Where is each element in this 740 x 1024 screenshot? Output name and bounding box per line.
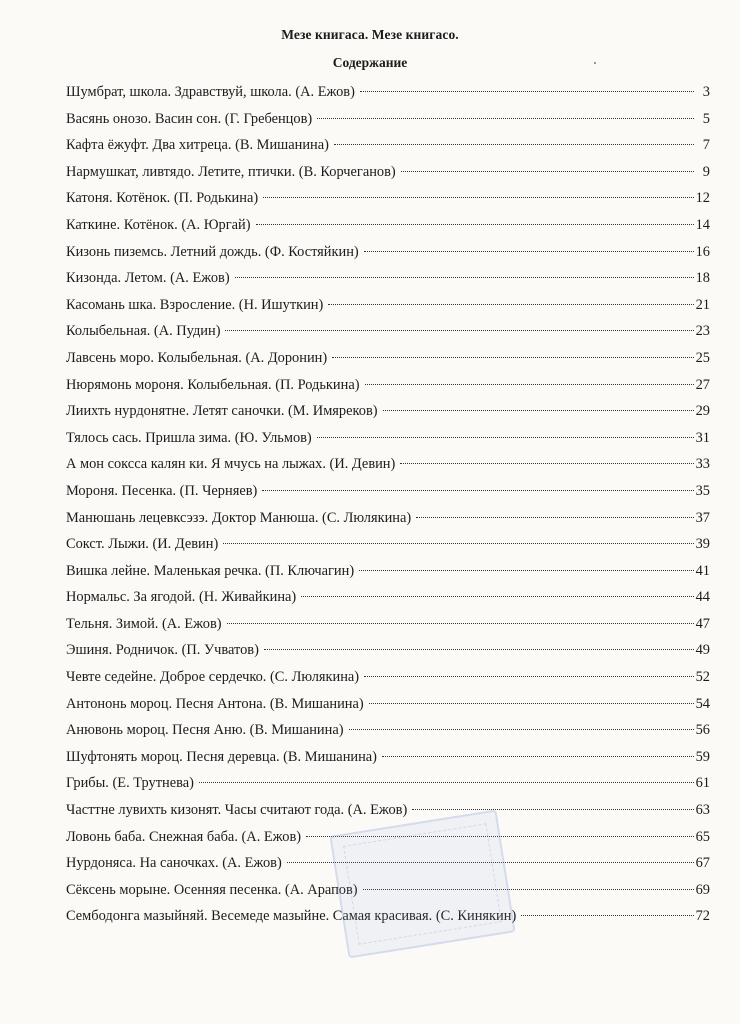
toc-entry-page-number: 61 [695,775,710,792]
toc-entry-page-number: 37 [695,509,710,526]
toc-entry-title: Каткине. Котёнок. (А. Юргай) [66,216,251,233]
toc-entry-page-number: 29 [695,403,710,420]
toc-entry-page-number: 9 [702,163,710,180]
toc-entry-page-number: 21 [695,296,710,313]
toc-entry [66,212,710,239]
toc-entry-page-number: 33 [695,456,710,473]
dot-leader [383,409,694,411]
toc-entry [66,425,710,452]
dot-leader [365,383,694,385]
toc-entry-page-number: 7 [702,137,710,154]
dot-leader [256,223,694,225]
toc-entry [66,345,710,372]
dot-leader [369,702,694,704]
toc-entry [66,797,710,824]
toc-entry-title: Нурдоняса. На саночках. (А. Ежов) [66,855,282,872]
toc-entry-title: Мороня. Песенка. (П. Черняев) [66,482,258,499]
toc-entry-title: Тялось сась. Пришла зима. (Ю. Ульмов) [66,429,312,446]
dot-leader [223,542,693,544]
toc-entry [66,292,710,319]
toc-entry-title: Шуфтонять мороц. Песня деревца. (В. Мишанина) [66,748,377,765]
toc-entry-title: А мон соксса калян ки. Я мчусь на лыжах. (И. Девин) [66,456,396,473]
toc-entry-title: Ловонь баба. Снежная баба. (А. Ежов) [66,828,302,845]
toc-entry-title: Нармушкат, ливтядо. Летите, птички. (В. Корчеганов) [66,163,396,180]
toc-entry [66,691,710,718]
dot-leader [412,808,693,810]
paper-speck [594,62,596,64]
toc-entry [66,372,710,399]
toc-entry-page-number: 72 [695,908,710,925]
toc-entry-title: Манюшань лецевксэзэ. Доктор Манюша. (С. Люлякина) [66,509,412,526]
toc-entry-page-number: 54 [695,695,710,712]
contents-heading: Содержание [332,55,408,70]
toc-entry-page-number: 67 [695,855,710,872]
dot-leader [382,755,694,757]
document-title: Мезе книгаса. Мезе книгасо. [281,27,459,42]
toc-entry [66,584,710,611]
dot-leader [262,489,693,491]
toc-entry-page-number: 12 [695,190,710,207]
toc-entry-title: Чевте седейне. Доброе сердечко. (С. Люлякина) [66,669,360,686]
toc-entry-page-number: 44 [695,589,710,606]
toc-entry-page-number: 69 [695,881,710,898]
dot-leader [364,250,694,252]
library-stamp [329,810,515,959]
toc-entry-title: Колыбельная. (А. Пудин) [66,323,221,340]
toc-entry-title: Вишка лейне. Маленькая речка. (П. Ключагин) [66,562,355,579]
dot-leader [401,170,694,172]
toc-entry [66,558,710,585]
toc-entry-page-number: 65 [695,828,710,845]
dot-leader [360,90,694,92]
toc-entry [66,478,710,505]
toc-entry-title: Касомань шка. Взросление. (Н. Ишуткин) [66,296,324,313]
toc-entry-title: Грибы. (Е. Трутнева) [66,775,194,792]
toc-entry-title: Васянь онозо. Васин сон. (Г. Гребенцов) [66,110,313,127]
toc-entry-page-number: 23 [695,323,710,340]
toc-entry [66,318,710,345]
dot-leader [364,675,694,677]
toc-entry [66,637,710,664]
toc-entry [66,239,710,266]
dot-leader [521,914,693,916]
toc-entry-title: Антононь мороц. Песня Антона. (В. Мишанина) [66,695,364,712]
dot-leader [359,569,693,571]
toc-entry-title: Сокст. Лыжи. (И. Девин) [66,536,219,553]
dot-leader [227,622,694,624]
toc-entry [66,531,710,558]
toc-entry-title: Эшиня. Родничок. (П. Учватов) [66,642,259,659]
toc-entry-page-number: 39 [695,536,710,553]
dot-leader [332,356,693,358]
toc-entry [66,265,710,292]
dot-leader [225,329,693,331]
toc-entry-page-number: 5 [702,110,710,127]
toc-entry-page-number: 3 [702,84,710,100]
toc-entry [66,132,710,159]
toc-entry [66,106,710,133]
toc-entry-page-number: 56 [695,722,710,739]
toc-entry-page-number: 31 [695,429,710,446]
toc-entry-page-number: 41 [695,562,710,579]
dot-leader [349,728,694,730]
toc-entry-page-number: 14 [695,216,710,233]
dot-leader [328,303,693,305]
toc-entry-page-number: 16 [695,243,710,260]
toc-entry [66,451,710,478]
dot-leader [317,436,694,438]
toc-entry-title: Анювонь мороц. Песня Аню. (В. Мишанина) [66,722,344,739]
dot-leader [416,516,693,518]
toc-entry-title: Катоня. Котёнок. (П. Родькина) [66,190,259,207]
toc-entry [66,611,710,638]
toc-entry [66,664,710,691]
toc-entry-title: Лавсень моро. Колыбельная. (А. Доронин) [66,349,328,366]
dot-leader [264,648,694,650]
toc-entry-title: Шумбрат, школа. Здравствуй, школа. (А. Ежов) [66,84,355,100]
dot-leader [199,781,694,783]
toc-entry [66,159,710,186]
toc-entry [66,79,710,106]
dot-leader [400,462,693,464]
toc-entry-page-number: 59 [695,748,710,765]
toc-entry-page-number: 47 [695,615,710,632]
toc-entry [66,717,710,744]
toc-entry-page-number: 63 [695,802,710,819]
toc-entry-title: Нормальс. За ягодой. (Н. Живайкина) [66,589,297,606]
toc-entry-title: Кизонь пиземсь. Летний дождь. (Ф. Костяйкин) [66,243,359,260]
toc-entry [66,505,710,532]
dot-leader [301,595,693,597]
dot-leader [263,196,693,198]
toc-entry-title: Нюрямонь мороня. Колыбельная. (П. Родькина) [66,376,360,393]
toc-entry-page-number: 49 [695,642,710,659]
toc-entry-page-number: 52 [695,669,710,686]
toc-entry-page-number: 27 [695,376,710,393]
dot-leader [334,143,694,145]
dot-leader [235,276,694,278]
dot-leader [317,117,694,119]
toc-entry [66,185,710,212]
toc-entry-title: Кафта ёжуфт. Два хитреца. (В. Мишанина) [66,137,329,154]
toc-entry-title: Сембодонга мазыйняй. Весемеде мазыйне. Самая красивая. (С. Кинякин) [66,908,517,925]
toc-entry [66,398,710,425]
table-of-contents [66,79,710,930]
toc-entry-page-number: 25 [695,349,710,366]
toc-entry-title: Кизонда. Летом. (А. Ежов) [66,270,230,287]
toc-entry-page-number: 35 [695,482,710,499]
toc-entry-title: Часттне лувихть кизонят. Часы считают года. (А. Ежов) [66,802,408,819]
toc-entry-title: Сёксень морыне. Осенняя песенка. (А. Арапов) [66,881,358,898]
toc-entry-title: Тельня. Зимой. (А. Ежов) [66,615,222,632]
toc-entry-page-number: 18 [695,270,710,287]
toc-entry-title: Лиихть нурдонятне. Летят саночки. (М. Имяреков) [66,403,378,420]
toc-entry [66,770,710,797]
toc-entry [66,744,710,771]
